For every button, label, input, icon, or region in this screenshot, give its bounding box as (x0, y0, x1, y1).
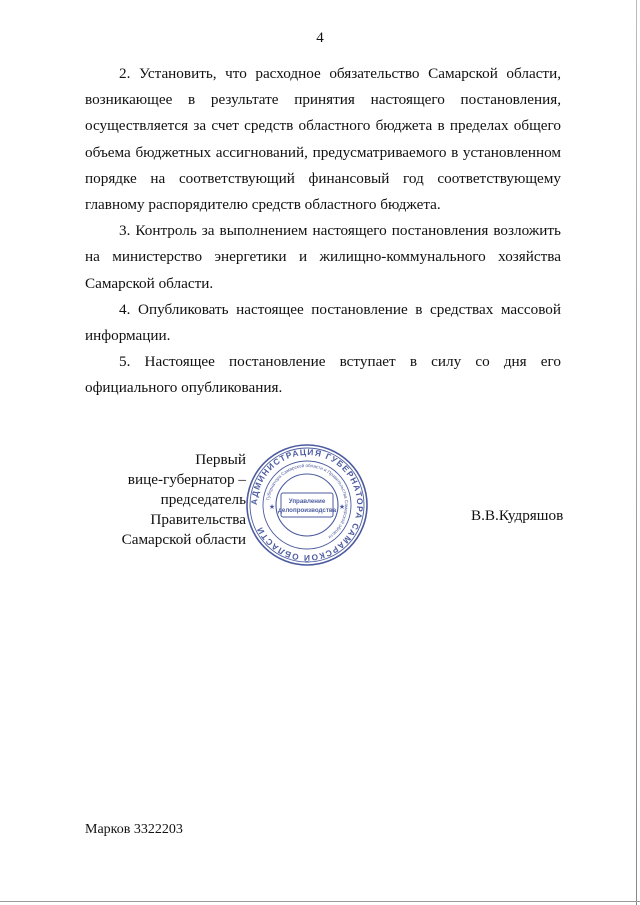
paragraph-4: 4. Опубликовать настоящее постановление в средствах массовой информации. (85, 300, 561, 345)
position-line: вице-губернатор – (127, 471, 246, 488)
position-line: Первый (195, 451, 246, 468)
document-body (85, 61, 561, 402)
page-edge-right (636, 0, 637, 905)
seal-star-icon: ★ (338, 503, 346, 511)
paragraph-5: 5. Настоящее постановление вступает в силу со дня его официального опубликования. (85, 353, 561, 397)
position-line: Самарской области (121, 531, 246, 548)
position-line: председатель Правительства (150, 491, 246, 528)
official-seal (245, 443, 369, 567)
seal-star-icon: ★ (268, 503, 276, 511)
paragraph-3: 3. Контроль за выполнением настоящего постановления возложить на министерство энергетики и жилищно-коммунального хозяйства Самарской области. (85, 222, 561, 292)
paragraph-2: 2. Установить, что расходное обязательство Самарской области, возникающее в результате принятия настоящего постановления, осуществляется за счет средств областного бюджета в пределах общего объема бюджетных ассигнований, предусматриваемого в установленном порядке на соответствующий финансовый год соответствующему главному распорядителю средств областного бюджета. (85, 65, 561, 214)
seal-outer-text: АДМИНИСТРАЦИЯ ГУБЕРНАТОРА САМАРСКОЙ ОБЛАСТИ (248, 446, 366, 564)
page-edge-bottom (0, 901, 640, 902)
signatory-position (86, 450, 246, 550)
signatory-name: В.В.Кудряшов (471, 507, 564, 524)
seal-center-line-1: Управление (288, 498, 326, 505)
executor-contact: Марков 3322203 (85, 822, 183, 837)
seal-center-line-2: делопроизводства (277, 507, 337, 514)
page-number: 4 (316, 30, 324, 46)
seal-middle-text: Губернатора Самарской области и Правительства Самарской области (265, 462, 350, 540)
